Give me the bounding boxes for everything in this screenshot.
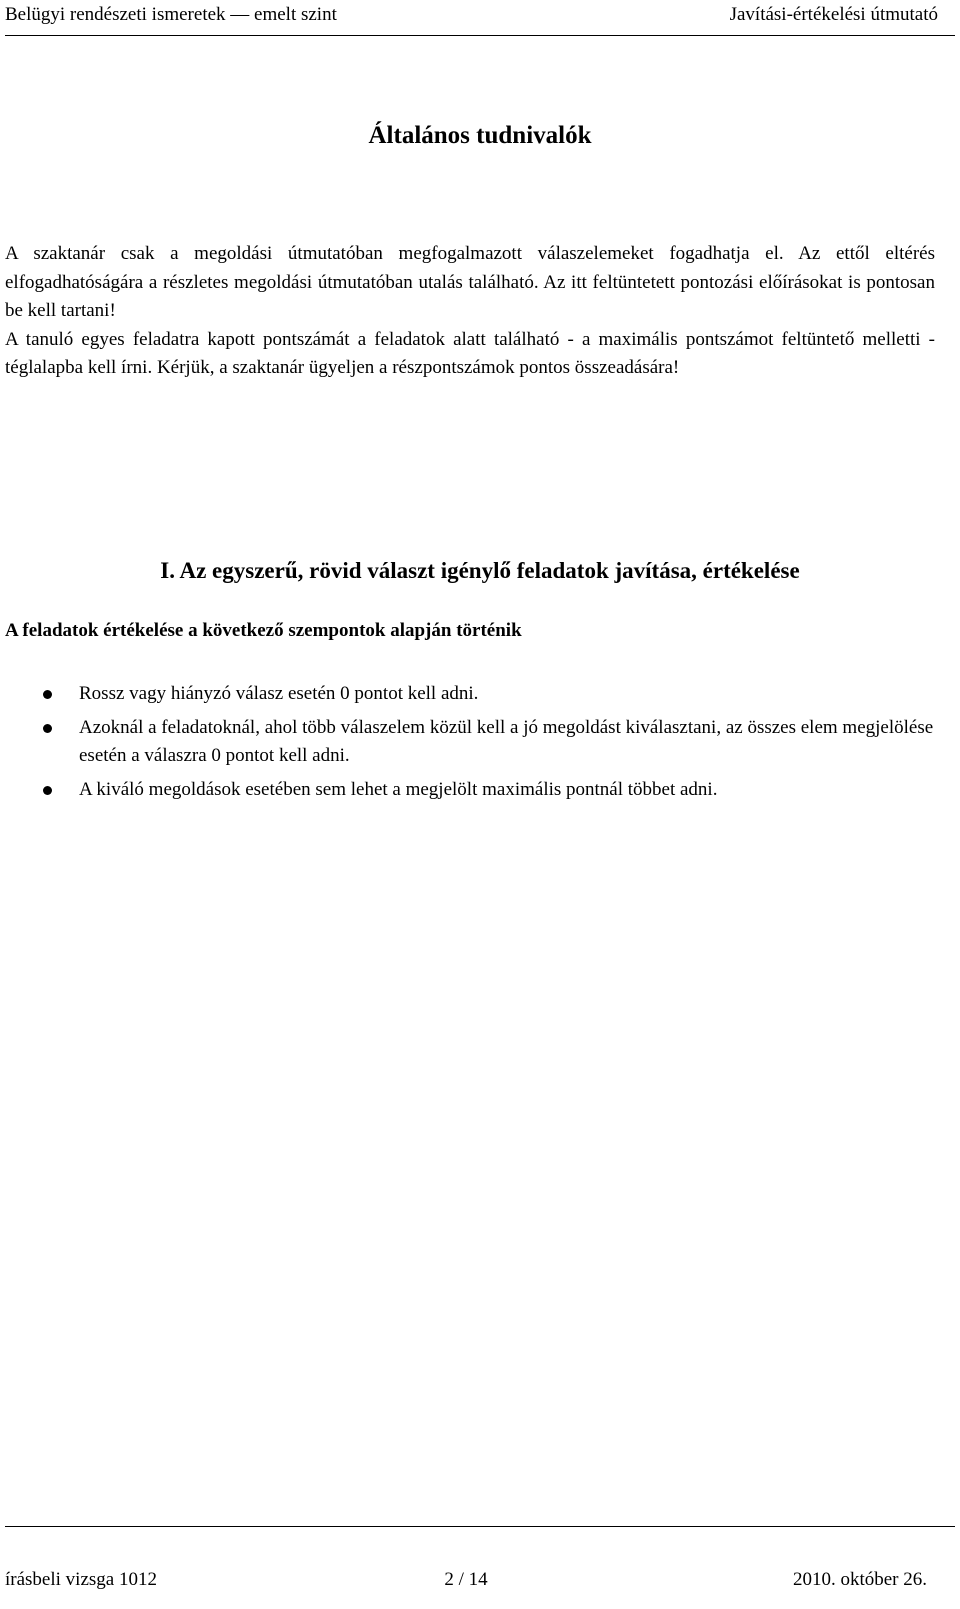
intro-text xyxy=(5,240,935,383)
list-item xyxy=(43,776,943,804)
intro-paragraph-2: A tanuló egyes feladatra kapott pontszámát a feladatok alatt található - a maximális pontszámot feltüntető melletti - téglalapba kell írni. Kérjük, a szaktanár ügyeljen a részpontszámok pontos összeadására! xyxy=(5,328,935,378)
header-divider xyxy=(5,35,955,36)
rule-text: A kiváló megoldások esetében sem lehet a megjelölt maximális pontnál többet adni. xyxy=(79,779,718,800)
rules-list xyxy=(43,680,943,810)
header-left-text: Belügyi rendészeti ismeretek — emelt szint xyxy=(5,4,337,25)
list-item xyxy=(43,714,943,770)
footer-divider xyxy=(5,1526,955,1527)
footer-left-text: írásbeli vizsga 1012 xyxy=(5,1569,157,1590)
intro-paragraph-1: A szaktanár csak a megoldási útmutatóban megfogalmazott válaszelemeket fogadhatja el. Az ettől eltérés elfogadhatóságára a részletes megoldási útmutatóban utalás található. Az itt feltüntetett pontozási előírásokat is pontosan be kell tartani! xyxy=(5,243,935,321)
page-header xyxy=(5,0,938,30)
rule-text: Azoknál a feladatoknál, ahol több válaszelem közül kell a jó megoldást kiválasztani, az összes elem megjelölése esetén a válaszra 0 pontot kell adni. xyxy=(79,717,934,766)
page-number: 2 / 14 xyxy=(444,1569,488,1590)
page-footer xyxy=(5,1566,927,1594)
bullet-icon xyxy=(43,690,52,699)
rule-text: Rossz vagy hiányzó válasz esetén 0 pontot kell adni. xyxy=(79,683,479,704)
bullet-icon xyxy=(43,786,52,795)
section-title: I. Az egyszerű, rövid választ igénylő feladatok javítása, értékelése xyxy=(160,558,800,583)
bullet-icon xyxy=(43,724,52,733)
list-item xyxy=(43,680,943,708)
header-right-text: Javítási-értékelési útmutató xyxy=(729,4,938,25)
footer-right-text: 2010. október 26. xyxy=(792,1569,927,1590)
page-title: Általános tudnivalók xyxy=(368,122,592,149)
section-subtitle: A feladatok értékelése a következő szempontok alapján történik xyxy=(5,620,522,641)
